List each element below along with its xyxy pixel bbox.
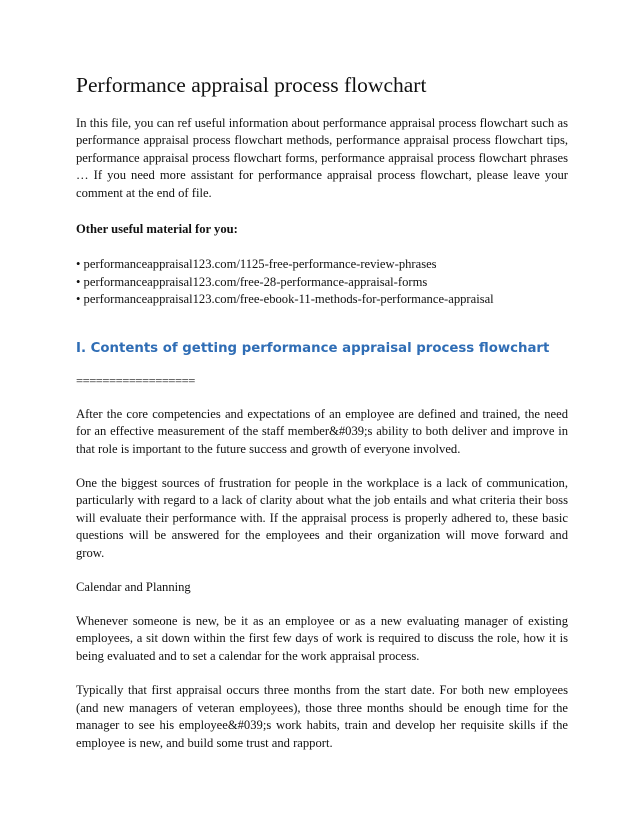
body-paragraph-3: Whenever someone is new, be it as an employee or as a new evaluating manager of existing employees, a sit down within the first few days of work is required to discuss the role, how it is being evaluated and to set a calendar for the work appraisal process. (76, 614, 568, 663)
other-material-heading: Other useful material for you: (76, 222, 238, 237)
body-paragraph-1: After the core competencies and expectations of an employee are defined and trained, the need for an effective measurement of the staff member&#039;s ability to both deliver and improve in that role is important to the future success and growth of everyone involved. (76, 406, 568, 456)
resource-link[interactable]: • performanceappraisal123.com/1125-free-performance-review-phrases (76, 257, 437, 272)
calendar-planning-label: Calendar and Planning (76, 580, 191, 595)
section-heading: I. Contents of getting performance appraisal process flowchart (76, 340, 550, 356)
intro-paragraph: In this file, you can ref useful information about performance appraisal process flowchart such as performance appraisal process flowchart methods, performance appraisal process flowchart tips, performance appraisal process flowchart forms, performance appraisal process flowchart phrases … If you need more assistant for performance appraisal process flowchart, please leave your comment at the end of file. (76, 116, 568, 200)
body-paragraph-4: Typically that first appraisal occurs three months from the start date. For both new employees (and new managers of veteran employees), those three months should be enough time for the manager to see his employee&#039;s work habits, train and develop her requisite skills if the employee is new, and build some trust and rapport. (76, 683, 568, 750)
resource-link[interactable]: • performanceappraisal123.com/free-28-performance-appraisal-forms (76, 274, 428, 289)
separator-line: ================== (76, 373, 195, 388)
resource-link-list (76, 256, 568, 309)
resource-link[interactable]: • performanceappraisal123.com/free-ebook-11-methods-for-performance-appraisal (76, 292, 494, 307)
body-paragraph-2: One the biggest sources of frustration for people in the workplace is a lack of communication, particularly with regard to a lack of clarity about what the job entails and what criteria their boss will evaluate their performance with. If the appraisal process is properly adhered to, these basic questions will be answered for the employees and their organization will move forward and grow. (76, 476, 568, 560)
page-title: Performance appraisal process flowchart (76, 73, 427, 97)
